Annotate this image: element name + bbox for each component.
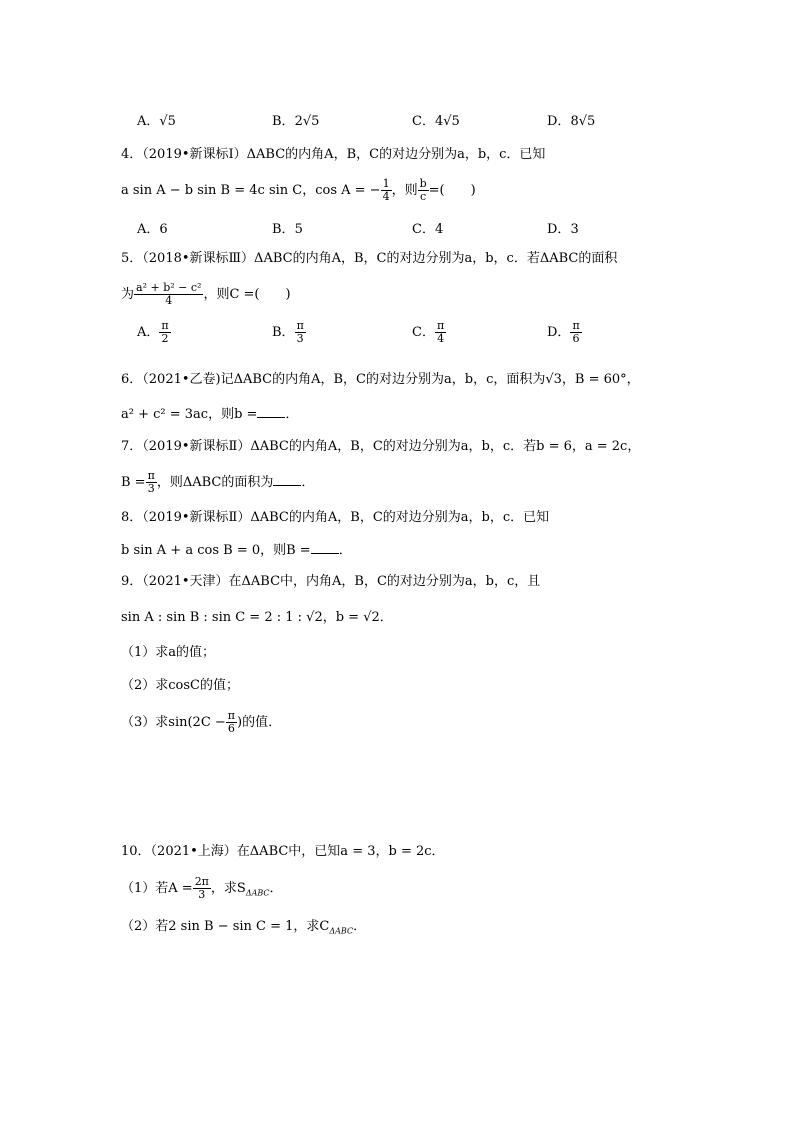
q6-answer-blank[interactable] [257, 405, 285, 418]
q6-line1: 6．（2021•乙卷)记ΔABC的内角A，B，C的对边分别为a，b，c，面积为√3，B = 60°， [121, 372, 640, 387]
q4-line1: 4．（2019•新课标Ⅰ）ΔABC的内角A，B，C的对边分别为a，b，c．已知 [121, 147, 546, 162]
q3-options [137, 110, 657, 132]
q3-option-d[interactable]: D．8√5 [547, 114, 596, 129]
q7-line1: 7．（2019•新课标Ⅱ）ΔABC的内角A，B，C的对边分别为a，b，c．若b = 6，a = 2c， [121, 439, 641, 454]
q10-line1: 10．（2021•上海）在ΔABC中，已知a = 3，b = 2c． [121, 844, 445, 859]
q5-line2: 为 $\frac{\text{a² + b² − c²}}{4}$ ，则C =( ) [121, 281, 291, 307]
q5-line1: 5．（2018•新课标Ⅲ）ΔABC的内角A，B，C的对边分别为a，b，c．若ΔABC的面积 [121, 251, 618, 266]
q8-line2: b sin A + a cos B = 0，则B = ． [121, 543, 352, 558]
q4-options [137, 218, 657, 240]
q9-line2: sin A : sin B : sin C = 2 : 1 : √2，b = √2． [121, 610, 393, 625]
q9-line1: 9．（2021•天津）在ΔABC中，内角A，B，C的对边分别为a，b，c，且 [121, 574, 541, 589]
q10-part1: （1）若A = $\frac{2\pi}{3}$ ，求$S_{\Delta ABC}$． [121, 875, 283, 901]
q5-option-c[interactable]: C． $\frac{\pi}{4}$ [412, 319, 445, 345]
q8-answer-blank[interactable] [311, 541, 339, 554]
q4-option-d[interactable]: D．3 [547, 222, 579, 237]
q9-part1: （1）求a的值； [121, 645, 216, 660]
q3-option-a[interactable]: A．√5 [137, 114, 176, 129]
q5-option-d[interactable]: D． $\frac{\pi}{6}$ [547, 319, 580, 345]
q4-equation: a sin A − b sin B = 4c sin C，cos A = − [121, 183, 381, 198]
q7-answer-blank[interactable] [273, 473, 301, 486]
q5-option-a[interactable]: A． $\frac{\pi}{2}$ [137, 319, 169, 345]
q3-option-c[interactable]: C．4√5 [412, 114, 460, 129]
q7-fraction: $\frac{\pi}{3}$ [147, 469, 155, 495]
q10-fraction: $\frac{2\pi}{3}$ [194, 875, 209, 901]
q4-line2: a sin A − b sin B = 4c sin C，cos A = − $\frac{1}{4}$ ，则 $\frac{b}{c}$ =( ) [121, 177, 476, 203]
q4-option-c[interactable]: C．4 [412, 222, 444, 237]
q6-line2: a² + c² = 3ac，则b = ． [121, 407, 299, 422]
q9-part3: （3）求sin(2C − $\frac{\pi}{6}$ )的值． [121, 709, 282, 735]
q3-option-b[interactable]: B．2√5 [272, 114, 320, 129]
q4-option-b[interactable]: B．5 [272, 222, 303, 237]
q5-option-b[interactable]: B． $\frac{\pi}{3}$ [272, 319, 304, 345]
q5-fraction: $\frac{\text{a² + b² − c²}}{4}$ [136, 281, 202, 307]
q4-fraction-1: $\frac{1}{4}$ [382, 177, 390, 203]
q8-line1: 8．（2019•新课标Ⅱ）ΔABC的内角A，B，C的对边分别为a，b，c．已知 [121, 510, 550, 525]
q4-option-a[interactable]: A．6 [137, 222, 168, 237]
q5-options [137, 320, 657, 354]
q4-fraction-2: $\frac{b}{c}$ [419, 177, 427, 203]
q7-line2: B = $\frac{\pi}{3}$ ，则ΔABC的面积为 ． [121, 469, 315, 495]
q10-part2: （2）若2 sin B − sin C = 1，求$C_{\Delta ABC}$． [121, 919, 367, 936]
q9-fraction: $\frac{\pi}{6}$ [227, 709, 236, 735]
q9-part2: （2）求cosC的值； [121, 678, 239, 693]
